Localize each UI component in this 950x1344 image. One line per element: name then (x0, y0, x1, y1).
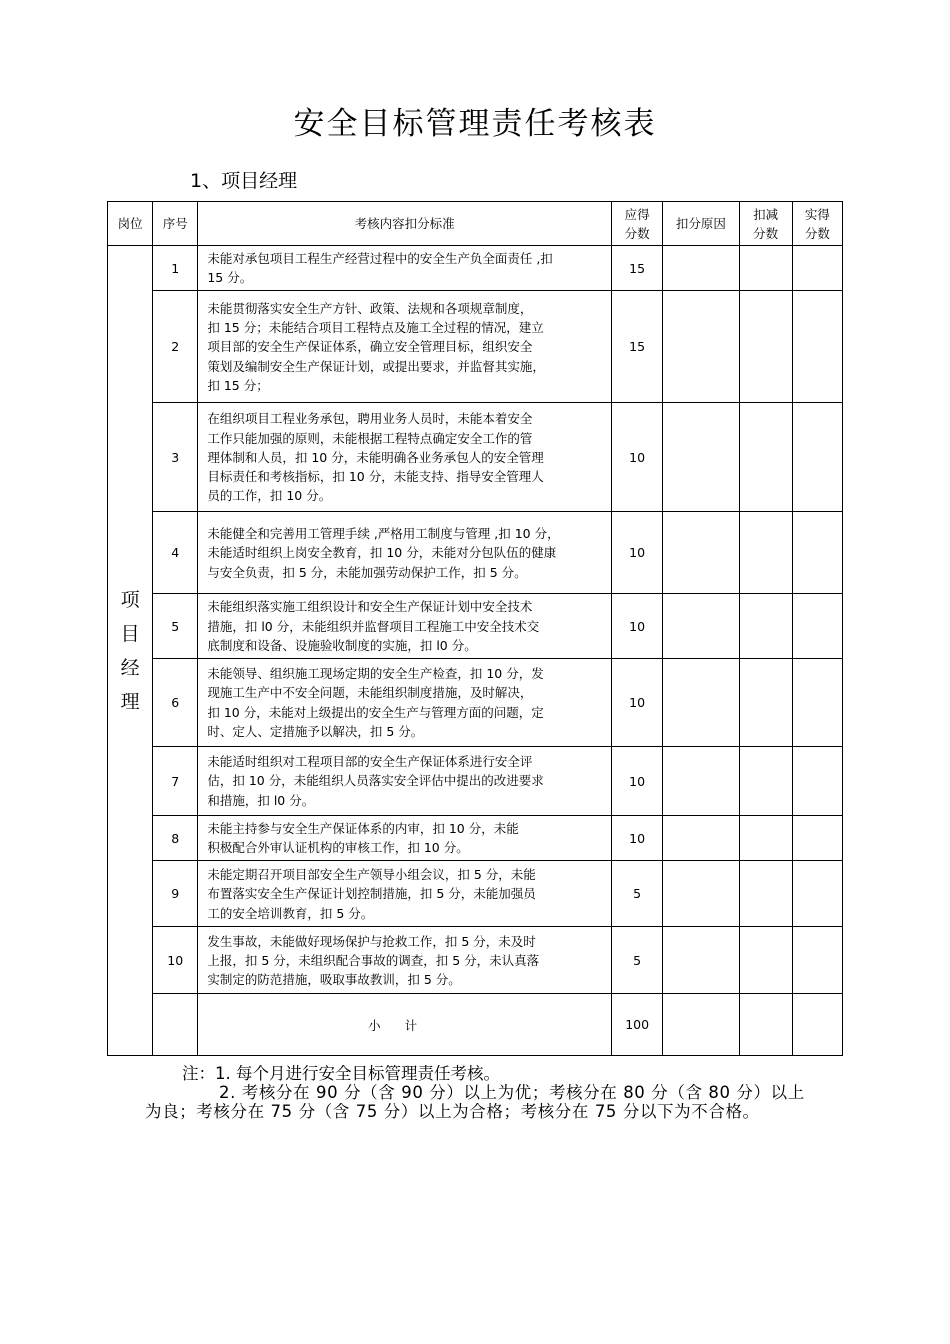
reason-cell (663, 246, 739, 291)
actual-cell (792, 816, 842, 861)
seq-cell: 10 (153, 927, 198, 994)
score-cell: 10 (612, 747, 663, 816)
table-row (108, 403, 843, 512)
subtotal-score: 100 (612, 994, 663, 1056)
actual-cell (792, 291, 842, 403)
deduct-cell (739, 659, 792, 747)
deduct-cell (739, 512, 792, 594)
content-cell: 未能适时组织对工程项目部的安全生产保证体系进行安全评 估，扣 10 分，未能组织人员落实安全评估中提出的改进要求 和措施，扣 l0 分。 (198, 747, 612, 816)
header-content: 考核内容扣分标准 (198, 202, 612, 246)
document-title: 安全目标管理责任考核表 (293, 106, 657, 142)
reason-cell (663, 816, 739, 861)
table-row (108, 747, 843, 816)
content-cell: 未能对承包项目工程生产经营过程中的安全生产负全面责任 ,扣 15 分。 (198, 246, 612, 291)
actual-cell (792, 403, 842, 512)
seq-cell: 5 (153, 594, 198, 659)
header-full-score: 应得 分数 (612, 202, 663, 246)
actual-cell (792, 861, 842, 927)
seq-cell: 7 (153, 747, 198, 816)
actual-cell (792, 927, 842, 994)
header-seq: 序号 (153, 202, 198, 246)
seq-cell: 2 (153, 291, 198, 403)
table-row (108, 246, 843, 291)
notes (145, 1064, 810, 1121)
seq-cell: 4 (153, 512, 198, 594)
table-row (108, 659, 843, 747)
score-cell: 5 (612, 861, 663, 927)
post-char: 项 (120, 588, 140, 611)
content-cell: 未能贯彻落实安全生产方针、政策、法规和各项规章制度， 扣 15 分；未能结合项目工程特点及施工全过程的情况，建立 项目部的安全生产保证体系，确立安全管理目标，组织安全 策划及编制安全生产保证计划，或提出要求，并监督其实施， 扣 15 分； (198, 291, 612, 403)
deduct-cell (739, 994, 792, 1056)
content-cell: 发生事故，未能做好现场保护与抢救工作，扣 5 分，未及时 上报，扣 5 分，未组织配合事故的调查，扣 5 分，未认真落 实制定的防范措施，吸取事故教训，扣 5 分。 (198, 927, 612, 994)
assessment-table (107, 201, 843, 1056)
post-char: 理 (120, 690, 140, 713)
score-cell: 10 (612, 816, 663, 861)
content-cell: 未能主持参与安全生产保证体系的内审，扣 10 分，未能 积极配合外审认证机构的审核工作，扣 10 分。 (198, 816, 612, 861)
reason-cell (663, 747, 739, 816)
score-cell: 10 (612, 512, 663, 594)
seq-cell (153, 994, 198, 1056)
actual-cell (792, 659, 842, 747)
seq-cell: 8 (153, 816, 198, 861)
score-cell: 10 (612, 594, 663, 659)
reason-cell (663, 927, 739, 994)
deduct-cell (739, 246, 792, 291)
content-cell: 在组织项目工程业务承包，聘用业务人员时，未能本着安全 工作只能加强的原则，未能根据工程特点确定安全工作的管 理体制和人员，扣 10 分，未能明确各业务承包人的安全管理 目标责任和考核指标，扣 10 分，未能支持、指导安全管理人 员的工作，扣 10 分。 (198, 403, 612, 512)
score-cell: 10 (612, 403, 663, 512)
reason-cell (663, 659, 739, 747)
table-header-row (108, 202, 843, 246)
table-row (108, 594, 843, 659)
seq-cell: 1 (153, 246, 198, 291)
actual-cell (792, 747, 842, 816)
actual-cell (792, 994, 842, 1056)
reason-cell (663, 512, 739, 594)
score-cell: 15 (612, 246, 663, 291)
post-char: 经 (120, 656, 140, 679)
deduct-cell (739, 927, 792, 994)
reason-cell (663, 291, 739, 403)
actual-cell (792, 246, 842, 291)
actual-cell (792, 594, 842, 659)
header-actual: 实得 分数 (792, 202, 842, 246)
deduct-cell (739, 594, 792, 659)
table-row (108, 816, 843, 861)
content-cell: 未能健全和完善用工管理手续 ,严格用工制度与管理 ,扣 10 分， 未能适时组织上岗安全教育，扣 10 分，未能对分包队伍的健康 与安全负责，扣 5 分，未能加强劳动保护工作，扣 5 分。 (198, 512, 612, 594)
seq-cell: 3 (153, 403, 198, 512)
deduct-cell (739, 816, 792, 861)
score-cell: 5 (612, 927, 663, 994)
header-post: 岗位 (108, 202, 153, 246)
reason-cell (663, 994, 739, 1056)
content-cell: 未能领导、组织施工现场定期的安全生产检查，扣 10 分，发 现施工生产中不安全问题，未能组织制度措施，及时解决， 扣 10 分，未能对上级提出的安全生产与管理方面的问题，定 时、定人、定措施予以解决，扣 5 分。 (198, 659, 612, 747)
deduct-cell (739, 747, 792, 816)
table-row (108, 512, 843, 594)
subtotal-row (108, 994, 843, 1056)
deduct-cell (739, 861, 792, 927)
note-line-1: 注：1. 每个月进行安全目标管理责任考核。 (182, 1064, 500, 1083)
note-line-2: 2. 考核分在 90 分（含 90 分）以上为优；考核分在 80 分（含 80 分）以上为良；考核分在 75 分（含 75 分）以上为合格；考核分在 75 分以下为不合格。 (145, 1083, 805, 1121)
table-row (108, 291, 843, 403)
actual-cell (792, 512, 842, 594)
deduct-cell (739, 291, 792, 403)
score-cell: 15 (612, 291, 663, 403)
content-cell: 未能定期召开项目部安全生产领导小组会议，扣 5 分，未能 布置落实安全生产保证计划控制措施，扣 5 分，未能加强员 工的安全培训教育，扣 5 分。 (198, 861, 612, 927)
table-row (108, 927, 843, 994)
section-heading: 1、项目经理 (190, 170, 298, 192)
header-reason: 扣分原因 (663, 202, 739, 246)
reason-cell (663, 861, 739, 927)
header-deducted: 扣减 分数 (739, 202, 792, 246)
subtotal-label: 小计 (198, 994, 612, 1056)
reason-cell (663, 594, 739, 659)
post-cell (108, 246, 153, 1056)
post-char: 目 (120, 622, 140, 645)
seq-cell: 6 (153, 659, 198, 747)
content-cell: 未能组织落实施工组织设计和安全生产保证计划中安全技术 措施，扣 l0 分，未能组织并监督项目工程施工中安全技术交 底制度和设备、设施验收制度的实施，扣 l0 分。 (198, 594, 612, 659)
seq-cell: 9 (153, 861, 198, 927)
score-cell: 10 (612, 659, 663, 747)
reason-cell (663, 403, 739, 512)
deduct-cell (739, 403, 792, 512)
table-row (108, 861, 843, 927)
